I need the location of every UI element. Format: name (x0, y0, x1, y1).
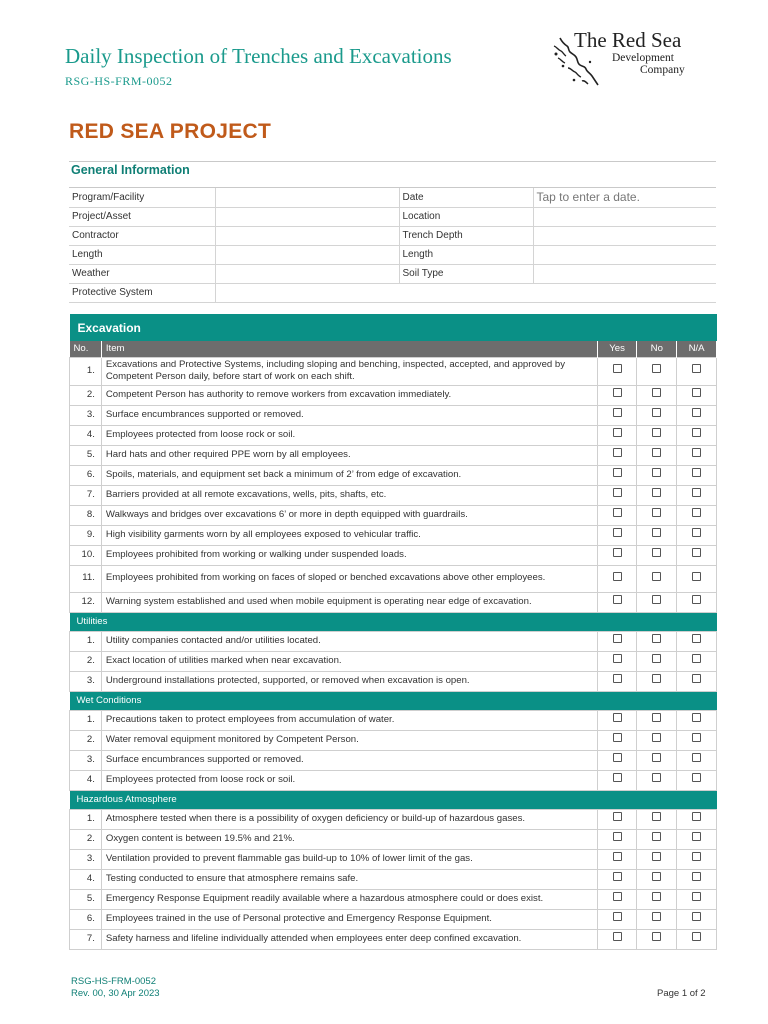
item-number: 2. (70, 651, 102, 671)
answer-cell-na (677, 750, 717, 770)
answer-cell-na (677, 445, 717, 465)
item-number: 12. (70, 592, 102, 612)
checkbox-no[interactable] (652, 912, 661, 921)
answer-cell-no (637, 525, 677, 545)
general-info-row (69, 226, 716, 245)
footer-left (71, 976, 160, 1000)
item-number: 6. (70, 465, 102, 485)
section-divider (69, 161, 716, 162)
answer-cell-na (677, 631, 717, 651)
item-text: Atmosphere tested when there is a possibility of oxygen deficiency or build-up of hazardous gases. (101, 809, 597, 829)
checkbox-no[interactable] (652, 595, 661, 604)
answer-cell-yes (597, 465, 637, 485)
excavation-checklist (69, 314, 717, 950)
checkbox-yes[interactable] (613, 832, 622, 841)
item-text: Walkways and bridges over excavations 6’ or more in depth equipped with guardrails. (101, 505, 597, 525)
checkbox-no[interactable] (652, 388, 661, 397)
answer-cell-na (677, 505, 717, 525)
date-picker-field[interactable]: Tap to enter a date. (533, 188, 716, 207)
item-text: Employees trained in the use of Personal protective and Emergency Response Equipment. (101, 909, 597, 929)
answer-cell-no (637, 405, 677, 425)
answer-cell-no (637, 770, 677, 790)
checklist-item-row (70, 525, 717, 545)
checkbox-no[interactable] (652, 448, 661, 457)
item-text: Excavations and Protective Systems, including sloping and benching, inspected, accepted, and approved by Competent Person daily, before start of work on each shift. (101, 357, 597, 385)
item-number: 3. (70, 671, 102, 691)
checklist-item-row (70, 671, 717, 691)
checkbox-yes[interactable] (613, 932, 622, 941)
answer-cell-na (677, 710, 717, 730)
item-number: 1. (70, 631, 102, 651)
answer-cell-yes (597, 425, 637, 445)
item-number: 1. (70, 710, 102, 730)
answer-cell-no (637, 485, 677, 505)
checkbox-no[interactable] (652, 548, 661, 557)
answer-cell-yes (597, 405, 637, 425)
checkbox-yes[interactable] (613, 674, 622, 683)
answer-cell-na (677, 829, 717, 849)
checkbox-no[interactable] (652, 428, 661, 437)
checklist-item-row (70, 829, 717, 849)
contractor-field[interactable] (215, 226, 399, 245)
item-text: Barriers provided at all remote excavations, wells, pits, shafts, etc. (101, 485, 597, 505)
company-logo (548, 28, 708, 94)
answer-cell-na (677, 405, 717, 425)
answer-cell-no (637, 592, 677, 612)
answer-cell-na (677, 425, 717, 445)
answer-cell-no (637, 909, 677, 929)
item-number: 7. (70, 485, 102, 505)
checkbox-na[interactable] (692, 852, 701, 861)
answer-cell-na (677, 671, 717, 691)
checklist-item-row (70, 425, 717, 445)
checkbox-yes[interactable] (613, 448, 622, 457)
checkbox-na[interactable] (692, 408, 701, 417)
answer-cell-yes (597, 829, 637, 849)
section-header: Wet Conditions (70, 691, 717, 710)
item-text: Safety harness and lifeline individually attended when employees enter deep confined excavation. (101, 929, 597, 949)
general-info-row (69, 264, 716, 283)
column-header-na: N/A (677, 341, 717, 357)
checkbox-yes[interactable] (613, 528, 622, 537)
checkbox-no[interactable] (652, 713, 661, 722)
answer-cell-no (637, 425, 677, 445)
item-number: 1. (70, 357, 102, 385)
item-text: Testing conducted to ensure that atmosphere remains safe. (101, 869, 597, 889)
answer-cell-no (637, 357, 677, 385)
answer-cell-yes (597, 710, 637, 730)
answer-cell-yes (597, 869, 637, 889)
answer-cell-no (637, 651, 677, 671)
section-header: Hazardous Atmosphere (70, 790, 717, 809)
answer-cell-na (677, 385, 717, 405)
answer-cell-no (637, 730, 677, 750)
checkbox-no[interactable] (652, 932, 661, 941)
checkbox-yes[interactable] (613, 872, 622, 881)
item-number: 7. (70, 929, 102, 949)
column-header-item: Item (101, 341, 597, 357)
checkbox-na[interactable] (692, 892, 701, 901)
item-text: Precautions taken to protect employees from accumulation of water. (101, 710, 597, 730)
answer-cell-yes (597, 730, 637, 750)
item-text: Exact location of utilities marked when near excavation. (101, 651, 597, 671)
answer-cell-no (637, 505, 677, 525)
project-asset-field[interactable] (215, 207, 399, 226)
checklist-item-row (70, 357, 717, 385)
answer-cell-na (677, 565, 717, 592)
answer-cell-no (637, 849, 677, 869)
general-info-table (69, 188, 716, 303)
item-number: 9. (70, 525, 102, 545)
answer-cell-yes (597, 505, 637, 525)
answer-cell-no (637, 631, 677, 651)
checkbox-no[interactable] (652, 753, 661, 762)
item-text: Oxygen content is between 19.5% and 21%. (101, 829, 597, 849)
footer-code: RSG-HS-FRM-0052 (71, 976, 156, 987)
checkbox-no[interactable] (652, 852, 661, 861)
answer-cell-yes (597, 565, 637, 592)
section-header: Utilities (70, 612, 717, 631)
logo-name-line2: Development (612, 52, 674, 64)
checkbox-yes[interactable] (613, 812, 622, 821)
checkbox-yes[interactable] (613, 595, 622, 604)
checkbox-yes[interactable] (613, 468, 622, 477)
general-info-row (69, 245, 716, 264)
checkbox-na[interactable] (692, 872, 701, 881)
answer-cell-yes (597, 889, 637, 909)
checklist-item-row (70, 770, 717, 790)
answer-cell-yes (597, 385, 637, 405)
checklist-item-row (70, 465, 717, 485)
checkbox-na[interactable] (692, 753, 701, 762)
checklist-item-row (70, 485, 717, 505)
item-text: Ventilation provided to prevent flammable gas build-up to 10% of lower limit of the gas. (101, 849, 597, 869)
checkbox-na[interactable] (692, 674, 701, 683)
field-label: Length (69, 245, 215, 264)
item-text: Surface encumbrances supported or removed. (101, 750, 597, 770)
item-number: 10. (70, 545, 102, 565)
answer-cell-yes (597, 671, 637, 691)
answer-cell-na (677, 849, 717, 869)
item-number: 2. (70, 829, 102, 849)
answer-cell-no (637, 545, 677, 565)
answer-cell-yes (597, 770, 637, 790)
logo-name-line3: Company (640, 64, 685, 76)
field-label: Contractor (69, 226, 215, 245)
answer-cell-yes (597, 631, 637, 651)
checklist-item-row (70, 889, 717, 909)
checkbox-na[interactable] (692, 634, 701, 643)
answer-cell-no (637, 465, 677, 485)
answer-cell-yes (597, 525, 637, 545)
checkbox-yes[interactable] (613, 713, 622, 722)
item-text: Employees protected from loose rock or soil. (101, 425, 597, 445)
item-text: Water removal equipment monitored by Competent Person. (101, 730, 597, 750)
general-info-row (69, 207, 716, 226)
item-number: 4. (70, 770, 102, 790)
checkbox-yes[interactable] (613, 572, 622, 581)
answer-cell-na (677, 929, 717, 949)
checkbox-no[interactable] (652, 572, 661, 581)
checkbox-no[interactable] (652, 364, 661, 373)
answer-cell-na (677, 909, 717, 929)
item-text: Competent Person has authority to remove workers from excavation immediately. (101, 385, 597, 405)
column-header-no-answer: No (637, 341, 677, 357)
answer-cell-no (637, 710, 677, 730)
answer-cell-na (677, 485, 717, 505)
checkbox-yes[interactable] (613, 733, 622, 742)
checklist-item-row (70, 869, 717, 889)
field-label: Trench Depth (399, 226, 533, 245)
answer-cell-na (677, 357, 717, 385)
length-field[interactable] (215, 245, 399, 264)
checklist-title-row (70, 314, 717, 341)
checklist-title: Excavation (70, 314, 717, 341)
column-header-row (70, 341, 717, 357)
answer-cell-no (637, 750, 677, 770)
field-label: Weather (69, 264, 215, 283)
field-label: Location (399, 207, 533, 226)
checkbox-na[interactable] (692, 912, 701, 921)
checkbox-no[interactable] (652, 528, 661, 537)
answer-cell-yes (597, 592, 637, 612)
answer-cell-yes (597, 929, 637, 949)
item-text: Surface encumbrances supported or removed. (101, 405, 597, 425)
item-text: Employees prohibited from working on faces of sloped or benched excavations above other employees. (101, 565, 597, 592)
answer-cell-na (677, 869, 717, 889)
checkbox-na[interactable] (692, 572, 701, 581)
checkbox-yes[interactable] (613, 912, 622, 921)
checklist-item-row (70, 405, 717, 425)
answer-cell-na (677, 809, 717, 829)
page-number: Page 1 of 2 (657, 988, 706, 999)
answer-cell-yes (597, 357, 637, 385)
general-info-title: General Information (71, 163, 190, 177)
answer-cell-no (637, 889, 677, 909)
item-text: Warning system established and used when mobile equipment is operating near edge of excavation. (101, 592, 597, 612)
answer-cell-na (677, 889, 717, 909)
checklist-item-row (70, 592, 717, 612)
answer-cell-no (637, 829, 677, 849)
checklist-item-row (70, 710, 717, 730)
item-text: Utility companies contacted and/or utilities located. (101, 631, 597, 651)
checkbox-no[interactable] (652, 832, 661, 841)
checklist-item-row (70, 849, 717, 869)
checkbox-yes[interactable] (613, 364, 622, 373)
checkbox-yes[interactable] (613, 428, 622, 437)
project-title: RED SEA PROJECT (69, 120, 272, 143)
checkbox-no[interactable] (652, 892, 661, 901)
checklist-item-row (70, 445, 717, 465)
checklist-item-row (70, 929, 717, 949)
item-number: 4. (70, 425, 102, 445)
checkbox-no[interactable] (652, 508, 661, 517)
answer-cell-no (637, 445, 677, 465)
checkbox-no[interactable] (652, 812, 661, 821)
item-text: Spoils, materials, and equipment set back a minimum of 2’ from edge of excavation. (101, 465, 597, 485)
checkbox-na[interactable] (692, 932, 701, 941)
location-field[interactable] (533, 207, 716, 226)
checkbox-na[interactable] (692, 812, 701, 821)
checkbox-na[interactable] (692, 733, 701, 742)
checkbox-na[interactable] (692, 508, 701, 517)
answer-cell-yes (597, 651, 637, 671)
field-label: Program/Facility (69, 188, 215, 207)
item-number: 4. (70, 869, 102, 889)
checkbox-no[interactable] (652, 634, 661, 643)
checklist-item-row (70, 730, 717, 750)
item-number: 3. (70, 750, 102, 770)
checkbox-na[interactable] (692, 832, 701, 841)
length-field-2[interactable] (533, 245, 716, 264)
item-number: 11. (70, 565, 102, 592)
checkbox-na[interactable] (692, 528, 701, 537)
logo-name-line1: The Red Sea (574, 28, 682, 52)
checkbox-no[interactable] (652, 488, 661, 497)
item-text: Employees prohibited from working or walking under suspended loads. (101, 545, 597, 565)
checkbox-yes[interactable] (613, 852, 622, 861)
checkbox-na[interactable] (692, 595, 701, 604)
checkbox-yes[interactable] (613, 388, 622, 397)
answer-cell-yes (597, 909, 637, 929)
answer-cell-yes (597, 750, 637, 770)
item-number: 5. (70, 889, 102, 909)
column-header-yes: Yes (597, 341, 637, 357)
field-label: Project/Asset (69, 207, 215, 226)
item-text: Employees protected from loose rock or soil. (101, 770, 597, 790)
item-number: 2. (70, 730, 102, 750)
answer-cell-no (637, 809, 677, 829)
checkbox-na[interactable] (692, 448, 701, 457)
checkbox-no[interactable] (652, 654, 661, 663)
general-info-row (69, 188, 716, 207)
answer-cell-no (637, 565, 677, 592)
checkbox-yes[interactable] (613, 408, 622, 417)
field-label: Date (399, 188, 533, 207)
column-header-no: No. (70, 341, 102, 357)
checkbox-na[interactable] (692, 548, 701, 557)
protective-system-field[interactable] (215, 283, 716, 302)
answer-cell-yes (597, 485, 637, 505)
checklist-item-row (70, 385, 717, 405)
answer-cell-na (677, 525, 717, 545)
footer-revision: Rev. 00, 30 Apr 2023 (71, 988, 160, 999)
answer-cell-yes (597, 849, 637, 869)
field-label: Protective System (69, 283, 215, 302)
checkbox-na[interactable] (692, 773, 701, 782)
answer-cell-yes (597, 809, 637, 829)
general-info-row (69, 283, 716, 302)
answer-cell-no (637, 929, 677, 949)
item-number: 5. (70, 445, 102, 465)
answer-cell-no (637, 385, 677, 405)
checkbox-no[interactable] (652, 733, 661, 742)
checklist-item-row (70, 809, 717, 829)
checkbox-na[interactable] (692, 468, 701, 477)
answer-cell-yes (597, 545, 637, 565)
checkbox-yes[interactable] (613, 488, 622, 497)
checkbox-no[interactable] (652, 872, 661, 881)
item-number: 3. (70, 849, 102, 869)
item-text: Emergency Response Equipment readily available where a hazardous atmosphere could or does exist. (101, 889, 597, 909)
checkbox-no[interactable] (652, 773, 661, 782)
answer-cell-na (677, 545, 717, 565)
checklist-item-row (70, 631, 717, 651)
checkbox-na[interactable] (692, 428, 701, 437)
item-number: 8. (70, 505, 102, 525)
item-text: Hard hats and other required PPE worn by all employees. (101, 445, 597, 465)
checkbox-na[interactable] (692, 654, 701, 663)
item-text: High visibility garments worn by all employees exposed to vehicular traffic. (101, 525, 597, 545)
document-title: Daily Inspection of Trenches and Excavations (65, 44, 452, 68)
checkbox-yes[interactable] (613, 634, 622, 643)
trench-depth-field[interactable] (533, 226, 716, 245)
checklist-item-row (70, 750, 717, 770)
checkbox-na[interactable] (692, 364, 701, 373)
weather-field[interactable] (215, 264, 399, 283)
checkbox-yes[interactable] (613, 654, 622, 663)
answer-cell-yes (597, 445, 637, 465)
checklist-body (70, 357, 717, 949)
item-number: 2. (70, 385, 102, 405)
item-number: 1. (70, 809, 102, 829)
section-header-row (70, 612, 717, 631)
answer-cell-no (637, 671, 677, 691)
checkbox-na[interactable] (692, 388, 701, 397)
field-label: Soil Type (399, 264, 533, 283)
checkbox-yes[interactable] (613, 753, 622, 762)
checkbox-no[interactable] (652, 408, 661, 417)
item-number: 6. (70, 909, 102, 929)
checklist-item-row (70, 565, 717, 592)
answer-cell-na (677, 592, 717, 612)
section-header-row (70, 790, 717, 809)
answer-cell-na (677, 651, 717, 671)
checkbox-yes[interactable] (613, 508, 622, 517)
checkbox-yes[interactable] (613, 773, 622, 782)
checklist-item-row (70, 545, 717, 565)
checkbox-yes[interactable] (613, 892, 622, 901)
soil-type-field[interactable] (533, 264, 716, 283)
checklist-item-row (70, 651, 717, 671)
checkbox-na[interactable] (692, 713, 701, 722)
checkbox-no[interactable] (652, 468, 661, 477)
item-text: Underground installations protected, supported, or removed when excavation is open. (101, 671, 597, 691)
checkbox-yes[interactable] (613, 548, 622, 557)
section-header-row (70, 691, 717, 710)
program-facility-field[interactable] (215, 188, 399, 207)
answer-cell-na (677, 770, 717, 790)
field-label: Length (399, 245, 533, 264)
checklist-item-row (70, 909, 717, 929)
answer-cell-na (677, 730, 717, 750)
item-number: 3. (70, 405, 102, 425)
answer-cell-na (677, 465, 717, 485)
document-code: RSG-HS-FRM-0052 (65, 74, 173, 88)
answer-cell-no (637, 869, 677, 889)
checkbox-na[interactable] (692, 488, 701, 497)
checklist-item-row (70, 505, 717, 525)
checkbox-no[interactable] (652, 674, 661, 683)
